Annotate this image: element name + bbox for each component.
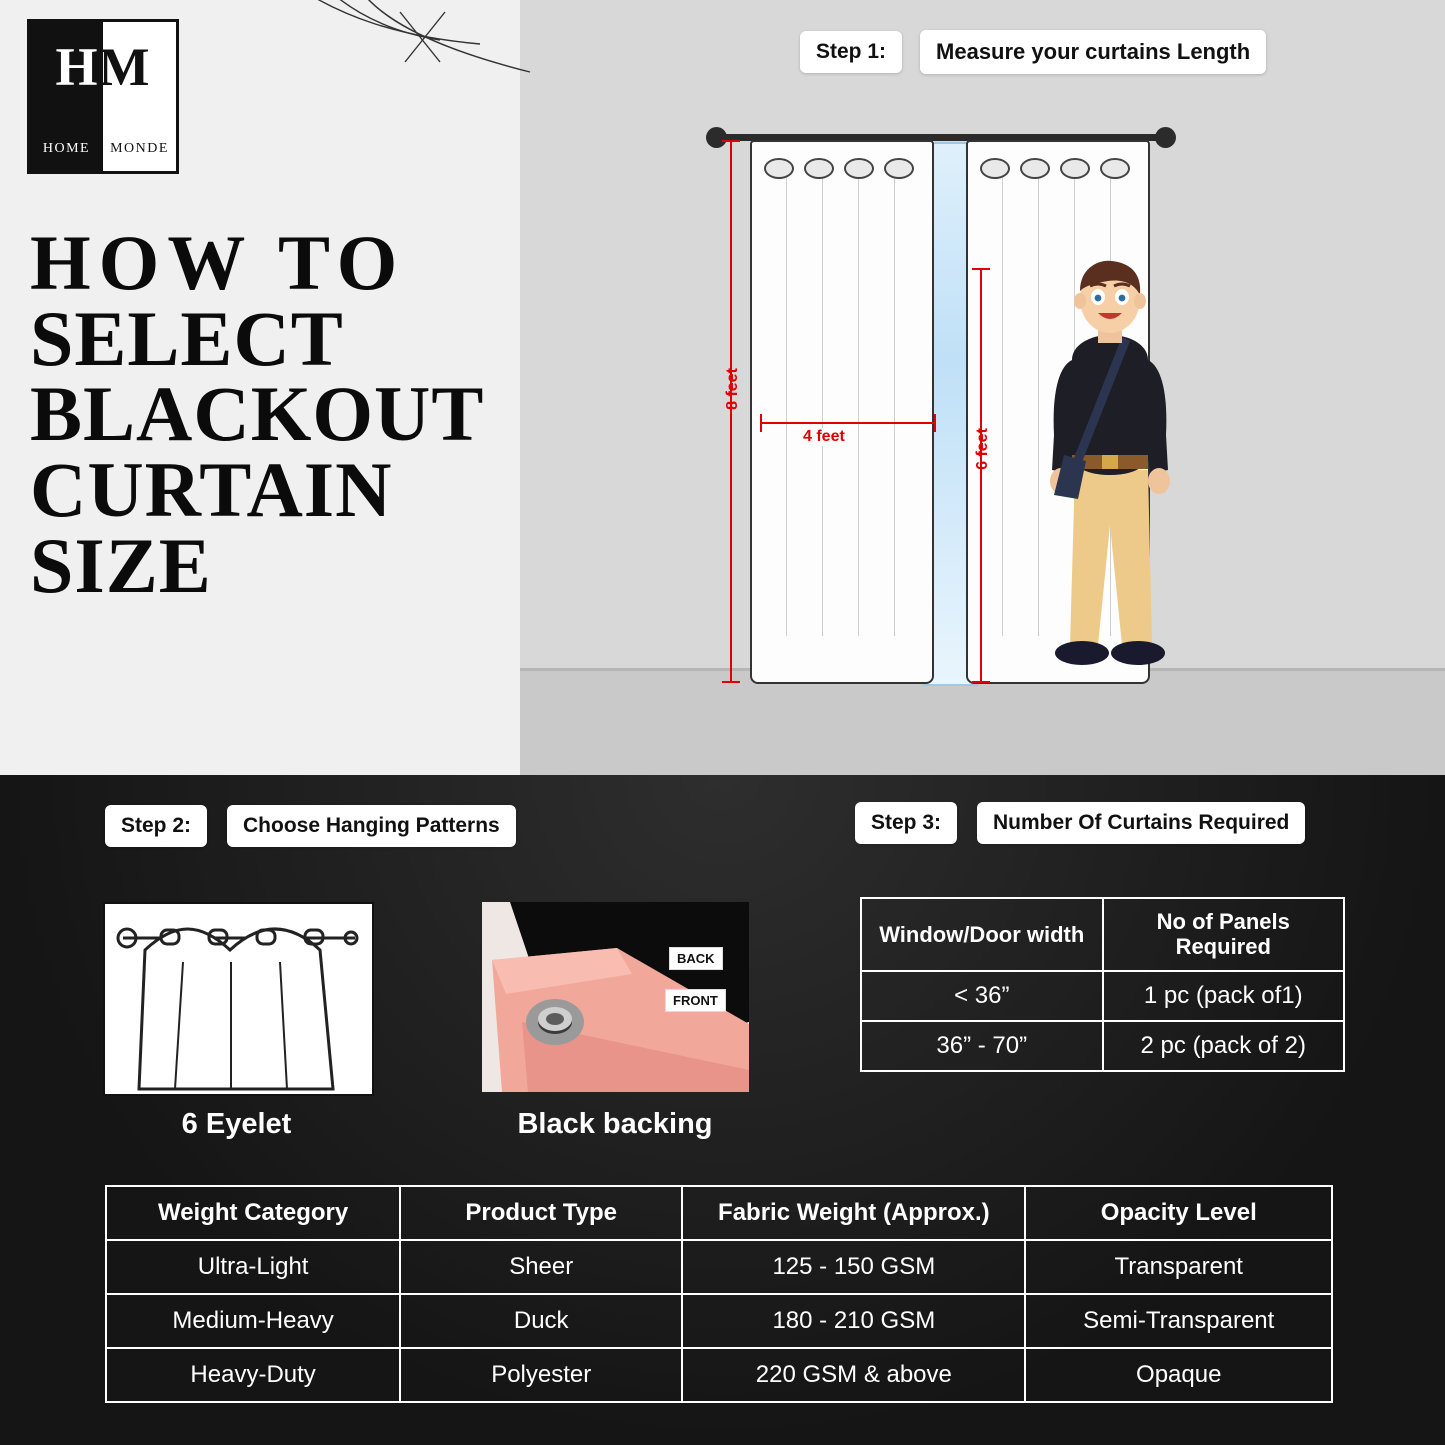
weight-cell-0-0: Ultra-Light: [106, 1240, 400, 1294]
grommet-icon: [884, 158, 914, 179]
grommet-icon: [1020, 158, 1050, 179]
panels-required-table: [860, 897, 1345, 1072]
width-measure-line: [760, 422, 936, 424]
weight-cell-2-2: 220 GSM & above: [682, 1348, 1025, 1402]
step2-label: Step 2:: [105, 805, 207, 847]
rod-finial-right-icon: [1155, 127, 1176, 148]
panels-cell-0-1: 1 pc (pack of1): [1103, 971, 1345, 1021]
logo-word-home: HOME: [42, 141, 91, 156]
grommet-icon: [1100, 158, 1130, 179]
weight-cell-1-2: 180 - 210 GSM: [682, 1294, 1025, 1348]
weight-cell-0-2: 125 - 150 GSM: [682, 1240, 1025, 1294]
logo-letter-m: M: [98, 37, 151, 97]
table-row: [106, 1294, 1332, 1348]
weight-header-1: Product Type: [400, 1186, 682, 1240]
brand-logo: [27, 19, 179, 174]
weight-cell-2-0: Heavy-Duty: [106, 1348, 400, 1402]
weight-header-3: Opacity Level: [1025, 1186, 1332, 1240]
weight-header-0: Weight Category: [106, 1186, 400, 1240]
step3-header: [855, 802, 1305, 844]
logo-word-monde: MONDE: [110, 141, 169, 156]
measure-label-width: 4 feet: [800, 428, 848, 446]
weight-header-2: Fabric Weight (Approx.): [682, 1186, 1025, 1240]
person-illustration: [1030, 255, 1190, 700]
grommet-icon: [980, 158, 1010, 179]
grommet-icon: [844, 158, 874, 179]
weight-cell-1-0: Medium-Heavy: [106, 1294, 400, 1348]
headline-line-5: SIZE: [30, 521, 212, 609]
bottom-section: [0, 775, 1445, 1445]
black-backing-photo: [482, 902, 749, 1092]
eyelet-caption: 6 Eyelet: [181, 1108, 292, 1140]
headline-line-1: HOW TO: [30, 219, 406, 306]
eyelet-curtain-icon: [105, 904, 372, 1094]
panels-header-1: No of Panels Required: [1103, 898, 1345, 971]
fabric-weight-table: [105, 1185, 1333, 1403]
weight-cell-2-3: Opaque: [1025, 1348, 1332, 1402]
table-row: [106, 1240, 1332, 1294]
weight-cell-0-3: Transparent: [1025, 1240, 1332, 1294]
panels-cell-1-0: 36” - 70”: [861, 1021, 1103, 1071]
step2-header: [105, 805, 516, 847]
rod-finial-left-icon: [706, 127, 727, 148]
measure-label-person: 6 feet: [973, 428, 991, 470]
table-header-row: [106, 1186, 1332, 1240]
weight-cell-1-3: Semi-Transparent: [1025, 1294, 1332, 1348]
table-row: [861, 971, 1344, 1021]
backing-caption: Black backing: [517, 1108, 713, 1140]
step2-title: Choose Hanging Patterns: [227, 805, 516, 847]
weight-cell-1-1: Duck: [400, 1294, 682, 1348]
panels-header-0: Window/Door width: [861, 898, 1103, 971]
step1-header: [800, 30, 1266, 74]
table-header-row: [861, 898, 1344, 971]
grommet-icon: [764, 158, 794, 179]
back-tag: BACK: [669, 947, 723, 970]
step1-title: Measure your curtains Length: [920, 30, 1266, 74]
panels-cell-1-1: 2 pc (pack of 2): [1103, 1021, 1345, 1071]
headline-line-3: BLACKOUT: [30, 370, 485, 458]
weight-cell-2-1: Polyester: [400, 1348, 682, 1402]
panels-cell-0-0: < 36”: [861, 971, 1103, 1021]
person-measure-line: [980, 268, 982, 683]
weight-cell-0-1: Sheer: [400, 1240, 682, 1294]
table-row: [106, 1348, 1332, 1402]
height-measure-line: [730, 140, 732, 683]
eyelet-illustration: [103, 902, 374, 1096]
grommet-icon: [804, 158, 834, 179]
logo-letter-h: H: [55, 37, 99, 97]
table-row: [861, 1021, 1344, 1071]
step1-label: Step 1:: [800, 31, 902, 73]
grommet-icon: [1060, 158, 1090, 179]
page-title: [30, 219, 500, 609]
headline-line-2: SELECT: [30, 294, 344, 382]
logo-letters: [30, 37, 176, 97]
headline-line-4: CURTAIN: [30, 445, 393, 533]
step3-label: Step 3:: [855, 802, 957, 844]
logo-subtext: [30, 141, 176, 157]
step3-title: Number Of Curtains Required: [977, 802, 1305, 844]
front-tag: FRONT: [665, 989, 726, 1012]
curtain-panel-left: [750, 140, 934, 684]
measure-label-height: 8 feet: [723, 368, 741, 410]
